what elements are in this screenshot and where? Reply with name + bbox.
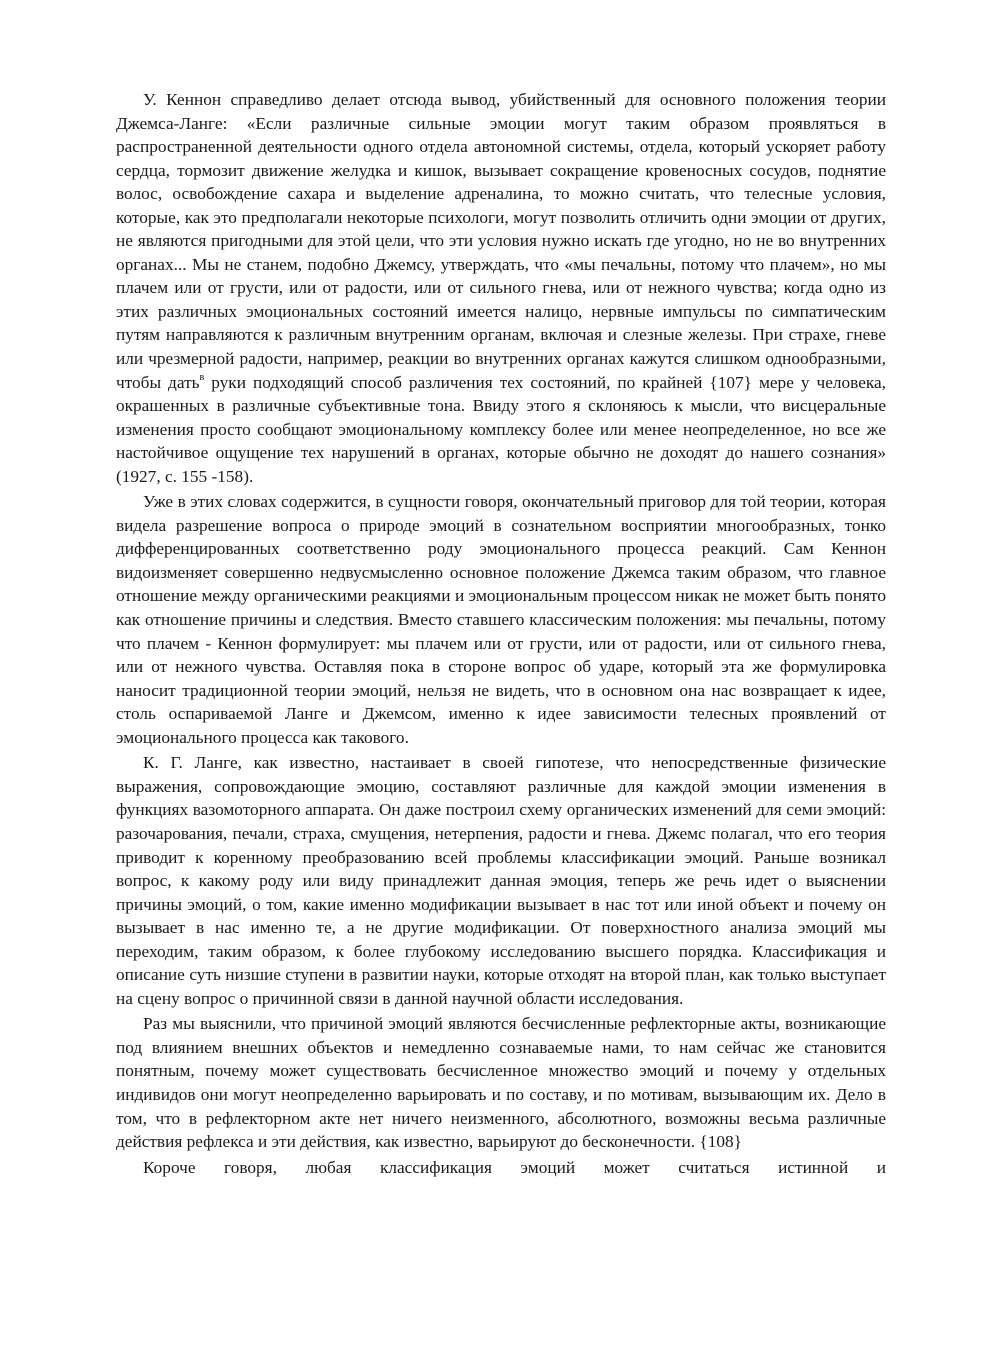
paragraph-5: Короче говоря, любая классификация эмоций может считаться истинной и bbox=[143, 1157, 886, 1177]
superscript-letter: в bbox=[199, 371, 205, 383]
paragraph-2: Уже в этих словах содержится, в сущности говоря, окончательный приговор для той теории, которая видела разрешение вопроса о природе эмоций в сознательном восприятии многообразных, тонко дифференцированных соответственно роду эмоционального процесса реакций. Сам Кеннон видоизменяет совершенно недвусмысленно основное положение Джемса таким образом, что главное отношение между органическими реакциями и эмоциональным процессом никак не может быть понято как отношение причины и следствия. Вместо ставшего классическим положения: мы печальны, потому что плачем - Кеннон формулирует: мы плачем или от грусти, или от радости, или от сильного гнева, или от нежного чувства. Оставляя пока в стороне вопрос об ударе, который эта же формулировка наносит традиционной теории эмоций, нельзя не видеть, что в основном она нас возвращает к идее, столь оспариваемой Ланге и Джемсом, именно к идее зависимости телесных проявлений от эмоционального процесса как такового. bbox=[116, 492, 886, 747]
paragraph-1-part-b: руки подходящий способ различения тех состояний, по крайней {107} мере у человека, окрашенных в различные субъективные тона. Ввиду этого я склоняюсь к мысли, что висцеральные изменения просто сообщают эмоциональному комплексу более или менее неопределенное, но все же настойчивое ощущение тех нарушений в органах, которые обычно не доходят до нашего сознания» (1927, с. 155 -158). bbox=[116, 372, 886, 486]
paragraph-1-part-a: У. Кеннон справедливо делает отсюда вывод, убийственный для основного положения теории Джемса-Ланге: «Если различные сильные эмоции могут таким образом проявляться в распространенной деятельности одного отдела автономной системы, отдела, который ускоряет работу сердца, тормозит движение желудка и кишок, вызывает сокращение кровеносных сосудов, поднятие волос, освобождение сахара и выделение адреналина, то можно считать, что телесные условия, которые, как это предполагали некоторые психологи, могут позволить отличить одни эмоции от других, не являются пригодными для этой цели, что эти условия нужно искать где угодно, но не во внутренних органах... Мы не станем, подобно Джемсу, утверждать, что «мы печальны, потому что плачем», но мы плачем или от грусти, или от радости, или от сильного гнева, или от нежного чувства; когда одно из этих различных эмоциональных состояний имеется налицо, нервные импульсы по симпатическим путям направляются к различным внутренним органам, включая и слезные железы. При страхе, гневе или чрезмерной радости, например, реакции во внутренних органах кажутся слишком однообразными, чтобы дать bbox=[116, 90, 886, 392]
document-page bbox=[116, 88, 886, 1181]
paragraph-1 bbox=[116, 88, 886, 488]
paragraph-4: Раз мы выяснили, что причиной эмоций являются бесчисленные рефлекторные акты, возникающие под влиянием внешних объектов и немедленно сознаваемые нами, то нам сейчас же становится понятным, почему может существовать бесчисленное множество эмоций и почему у отдельных индивидов они могут неопределенно варьировать и по составу, и по мотивам, вызывающим их. Дело в том, что в рефлекторном акте нет ничего неизменного, абсолютного, возможны весьма различные действия рефлекса и эти действия, как известно, варьируют до бесконечности. {108} bbox=[116, 1014, 886, 1152]
paragraph-3: К. Г. Ланге, как известно, настаивает в своей гипотезе, что непосредственные физические выражения, сопровождающие эмоцию, составляют различные для каждой эмоции изменения в функциях вазомоторного аппарата. Он даже построил схему органических изменений для семи эмоций: разочарования, печали, страха, смущения, нетерпения, радости и гнева. Джемс полагал, что его теория приводит к коренному преобразованию всей проблемы классификации эмоций. Раньше возникал вопрос, к какому роду или виду принадлежит данная эмоция, теперь же речь идет о выяснении причины эмоций, о том, какие именно модификации вызывает в нас тот или иной объект и почему он вызывает в нас именно те, а не другие модификации. От поверхностного анализа эмоций мы переходим, таким образом, к более глубокому исследованию высшего порядка. Классификация и описание суть низшие ступени в развитии науки, которые отходят на второй план, как только выступает на сцену вопрос о причинной связи в данной научной области исследования. bbox=[116, 753, 886, 1008]
